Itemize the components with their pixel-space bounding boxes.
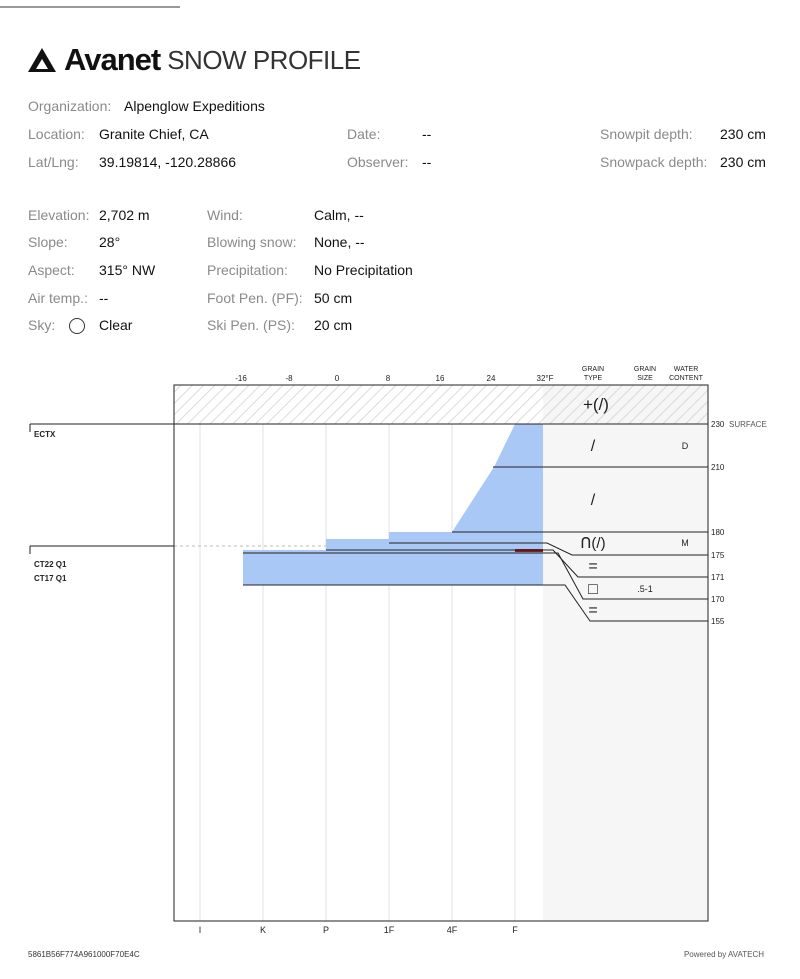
- date-value: --: [422, 126, 432, 142]
- height-label: 175: [711, 551, 725, 560]
- air-temp-label: Air temp.:: [28, 290, 88, 306]
- hardness-fill: [243, 424, 543, 585]
- slope-value: 28°: [99, 234, 121, 250]
- hardness-tick-label: I: [198, 925, 202, 935]
- stability-test-label: CT22 Q1: [34, 560, 67, 569]
- grid-layer: [174, 385, 708, 921]
- grain-type-symbol: □: [588, 581, 598, 598]
- blowing-snow-label: Blowing snow:: [207, 234, 297, 250]
- grain-type-symbol: /: [590, 492, 596, 509]
- clear-sky-icon: [69, 318, 85, 334]
- avanet-logo-icon: [28, 46, 60, 74]
- surface-grain-type: +(/): [583, 395, 609, 414]
- height-label: 180: [711, 528, 725, 537]
- latlng-value: 39.19814, -120.28866: [99, 154, 237, 170]
- grain-type-symbol: =: [588, 558, 598, 575]
- column-header-line2: TYPE: [583, 375, 603, 382]
- elevation-label: Elevation:: [28, 207, 90, 223]
- temperature-tick-label: 8: [385, 374, 391, 383]
- profile-id: 5861B56F774A961000F70E4C: [28, 950, 140, 959]
- aspect-label: Aspect:: [28, 262, 75, 278]
- observer-label: Observer:: [347, 154, 409, 170]
- water-content-value: D: [681, 441, 689, 451]
- ski-pen-label: Ski Pen. (PS):: [207, 317, 295, 333]
- snowpack-depth-value: 230 cm: [720, 154, 766, 170]
- snowpit-depth-label: Snowpit depth:: [600, 126, 693, 142]
- foot-pen-value: 50 cm: [314, 290, 353, 306]
- air-temp-value: --: [99, 290, 109, 306]
- temperature-tick-label: 0: [334, 374, 340, 383]
- temperature-tick-label: 16: [435, 374, 445, 383]
- wind-label: Wind:: [207, 207, 243, 223]
- snowpit-depth-value: 230 cm: [720, 126, 766, 142]
- sky-label: Sky:: [28, 317, 56, 333]
- height-label: 230: [711, 420, 725, 429]
- powered-by: Powered by AVATECH: [683, 950, 764, 959]
- temperature-tick-label: -8: [285, 374, 293, 383]
- precipitation-value: No Precipitation: [314, 262, 413, 278]
- brand-name: Avanet: [64, 42, 161, 77]
- height-label: 210: [711, 463, 725, 472]
- surface-label: SURFACE: [729, 420, 767, 429]
- hardness-tick-label: P: [322, 925, 330, 935]
- column-header-line1: GRAIN: [581, 366, 605, 373]
- hardness-tick-label: K: [259, 925, 267, 935]
- data-panel-bg: [543, 385, 708, 921]
- elevation-value: 2,702 m: [99, 207, 150, 223]
- grain-type-symbol: ꓵ(/): [580, 535, 606, 552]
- column-header-line1: GRAIN: [633, 366, 657, 373]
- page-title: SNOW PROFILE: [167, 44, 361, 75]
- foot-pen-label: Foot Pen. (PF):: [207, 290, 303, 306]
- column-header-line2: CONTENT: [669, 375, 703, 382]
- column-header-line2: SIZE: [637, 375, 653, 382]
- hardness-tick-label: 1F: [383, 925, 395, 935]
- sky-value: Clear: [99, 317, 133, 333]
- hardness-tick-label: 4F: [446, 925, 458, 935]
- precipitation-label: Precipitation:: [207, 262, 288, 278]
- location-label: Location:: [28, 126, 85, 142]
- air-hatch: [174, 385, 708, 424]
- blowing-snow-value: None, --: [314, 234, 365, 250]
- stability-test-label: ECTX: [34, 430, 56, 439]
- organization-label: Organization:: [28, 98, 112, 114]
- date-label: Date:: [347, 126, 381, 142]
- stability-test-label: CT17 Q1: [34, 574, 67, 583]
- snowpack-depth-label: Snowpack depth:: [600, 154, 708, 170]
- column-header-line1: WATER: [673, 366, 699, 373]
- grain-type-symbol: =: [588, 602, 598, 619]
- latlng-label: Lat/Lng:: [28, 154, 79, 170]
- height-label: 155: [711, 617, 725, 626]
- temperature-tick-label: 32°F: [536, 374, 554, 383]
- hardness-tick-label: F: [512, 925, 518, 935]
- slope-label: Slope:: [28, 234, 68, 250]
- height-label: 170: [711, 595, 725, 604]
- location-value: Granite Chief, CA: [99, 126, 209, 142]
- grain-size-value: .5-1: [637, 584, 653, 594]
- ski-pen-value: 20 cm: [314, 317, 353, 333]
- organization-value: Alpenglow Expeditions: [124, 98, 265, 114]
- temperature-tick-label: 24: [486, 374, 496, 383]
- wind-value: Calm, --: [314, 207, 364, 223]
- aspect-value: 315° NW: [99, 262, 156, 278]
- hardness-area: [243, 424, 543, 585]
- header: [28, 42, 361, 78]
- top-divider: [0, 6, 180, 8]
- temperature-tick-label: -16: [235, 374, 247, 383]
- snow-profile-chart: [0, 355, 800, 945]
- water-content-value: M: [681, 538, 689, 548]
- height-label: 171: [711, 573, 725, 582]
- grain-type-symbol: /: [590, 438, 596, 455]
- observer-value: --: [422, 154, 432, 170]
